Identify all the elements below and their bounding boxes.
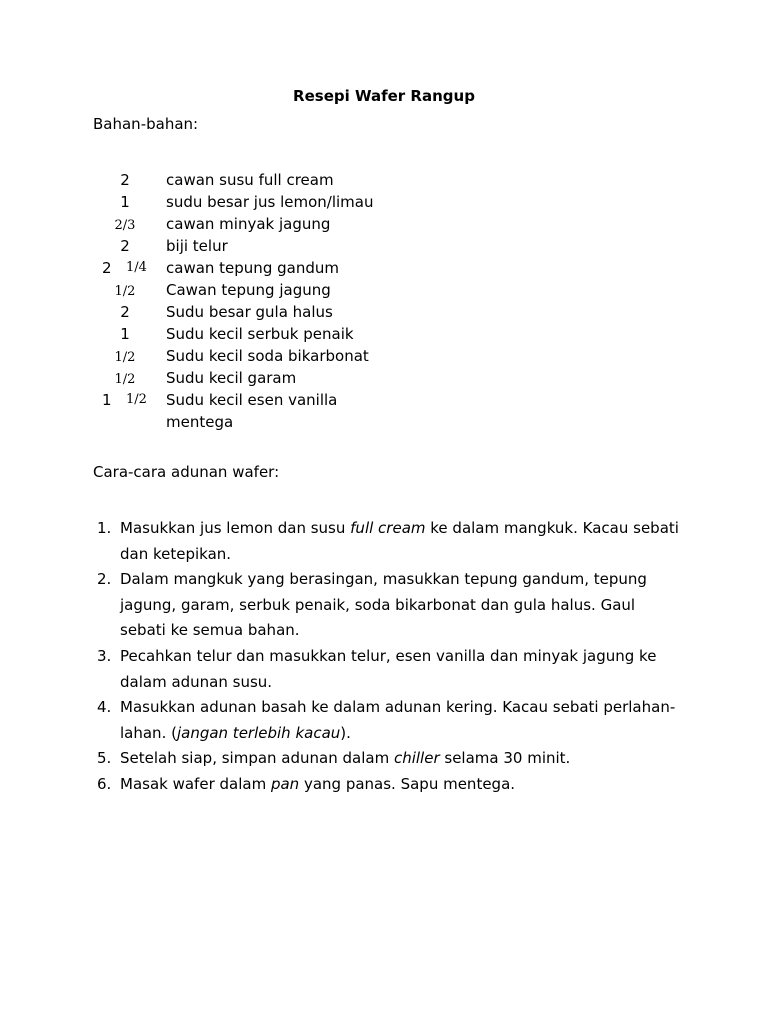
ingredient-quantity (93, 170, 157, 190)
quantity-fraction: 2/3 (114, 218, 136, 233)
step-text: Masukkan jus lemon dan susu (120, 519, 351, 537)
quantity-fraction: 1/2 (126, 392, 147, 407)
ingredient-text: Sudu kecil serbuk penaik (166, 325, 354, 343)
ingredient-quantity (93, 280, 157, 302)
ingredient-text: mentega (166, 413, 234, 431)
step-text: Pecahkan telur dan masukkan telur, esen vanilla dan minyak jagung ke dalam adunan susu. (120, 646, 657, 691)
quantity-fraction: 1/2 (114, 372, 136, 387)
ingredients-list (93, 170, 653, 434)
ingredient-text: sudu besar jus lemon/limau (166, 193, 374, 211)
step-text: selama 30 minit. (439, 749, 571, 768)
step-number: 4. (97, 698, 112, 717)
method-heading: Cara-cara adunan wafer: (93, 463, 280, 481)
ingredient-quantity (93, 324, 157, 344)
ingredient-text: cawan tepung gandum (166, 259, 339, 277)
ingredient-quantity (93, 236, 157, 256)
step-text: yang panas. Sapu mentega. (299, 774, 516, 793)
quantity-whole: 2 (120, 237, 130, 255)
step-text: Masukkan adunan basah ke dalam adunan kering. Kacau sebati perlahan-lahan. ( (120, 698, 676, 742)
ingredient-quantity (93, 302, 157, 322)
ingredient-quantity (93, 368, 157, 390)
ingredient-quantity (93, 192, 157, 212)
step-text: Dalam mangkuk yang berasingan, masukkan tepung gandum, tepung jagung, garam, serbuk penaik, soda bikarbonat dan gula halus. Gaul sebati ke semua bahan. (120, 570, 647, 640)
recipe-title: Resepi Wafer Rangup (293, 87, 475, 105)
method-steps (93, 516, 683, 798)
quantity-whole: 1 (120, 325, 130, 343)
ingredient-text: biji telur (166, 237, 228, 255)
ingredient-row (93, 170, 653, 192)
method-step (93, 644, 683, 695)
method-step (93, 746, 683, 772)
ingredient-text: cawan minyak jagung (166, 215, 331, 233)
quantity-whole: 1 (102, 391, 112, 409)
step-number: 3. (97, 646, 112, 665)
quantity-fraction: 1/2 (114, 350, 136, 365)
quantity-fraction: 1/2 (114, 284, 136, 299)
ingredient-quantity (93, 346, 157, 368)
quantity-whole: 2 (102, 259, 112, 277)
ingredient-row (93, 324, 653, 346)
ingredient-row (93, 302, 653, 324)
ingredient-row (93, 368, 653, 390)
ingredient-row (93, 214, 653, 236)
quantity-fraction: 1/4 (126, 260, 147, 275)
quantity-whole: 1 (120, 193, 130, 211)
step-text-italic: pan (270, 774, 300, 793)
ingredient-text: Sudu besar gula halus (166, 303, 333, 321)
ingredient-row (93, 192, 653, 214)
ingredient-text: Sudu kecil esen vanilla (166, 391, 338, 409)
quantity-whole: 2 (120, 171, 130, 189)
method-step (93, 695, 683, 746)
quantity-whole: 2 (120, 303, 130, 321)
step-text-italic: chiller (393, 749, 440, 768)
step-text: ke dalam mangkuk. Kacau sebati dan ketepikan. (120, 519, 679, 563)
method-step (93, 772, 683, 798)
ingredient-text: Sudu kecil garam (166, 369, 297, 387)
ingredient-row (93, 258, 653, 280)
method-step (93, 516, 683, 567)
step-text: ). (340, 723, 351, 742)
ingredient-row (93, 280, 653, 302)
step-text-italic: full cream (350, 519, 426, 537)
step-number: 5. (97, 749, 112, 768)
ingredient-quantity (93, 214, 157, 236)
ingredients-heading: Bahan-bahan: (93, 115, 199, 133)
step-number: 2. (97, 570, 112, 589)
ingredient-row (93, 346, 653, 368)
step-text-italic: jangan terlebih kacau (176, 723, 341, 742)
ingredient-text: Sudu kecil soda bikarbonat (166, 347, 369, 365)
ingredient-row (93, 390, 653, 412)
step-number: 6. (97, 774, 112, 793)
ingredient-text: Cawan tepung jagung (166, 281, 331, 299)
step-text: Masak wafer dalam (120, 774, 271, 793)
step-text: Setelah siap, simpan adunan dalam (120, 749, 394, 768)
ingredient-text: cawan susu full cream (166, 171, 334, 189)
ingredient-row (93, 412, 653, 434)
ingredient-row (93, 236, 653, 258)
step-number: 1. (97, 519, 112, 537)
method-step (93, 567, 683, 644)
